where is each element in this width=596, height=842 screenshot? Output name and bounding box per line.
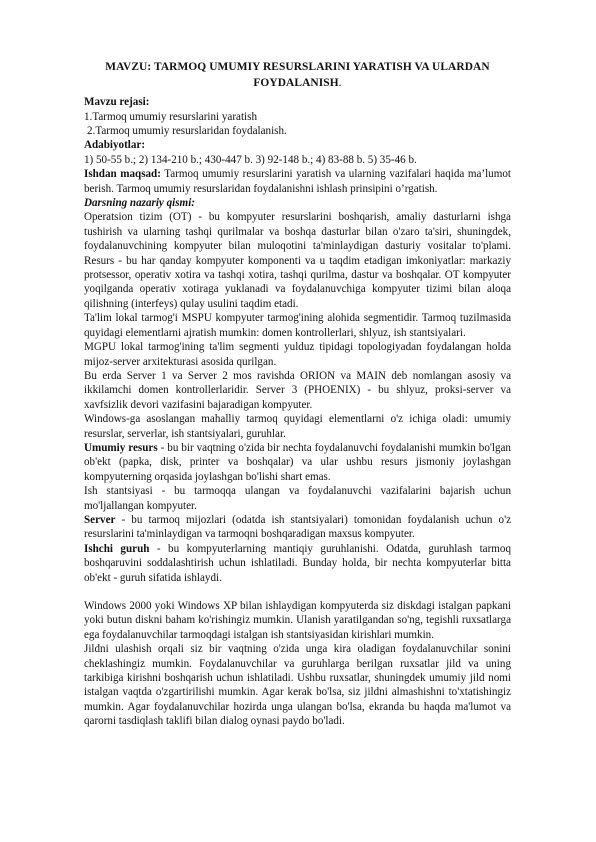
theory-paragraph: MGPU lokal tarmog'ining ta'lim segmenti yulduz tipidagi topologiyadan foydalangan holda mijoz-server arxitekturasi asosida qurilgan. — [84, 341, 511, 368]
plan-heading: Mavzu rejasi: — [84, 96, 150, 109]
title-line-1: MAVZU: TARMOQ UMUMIY RESURSLARINI YARATISH VA ULARDAN — [105, 61, 490, 73]
title-dot: . — [338, 76, 342, 89]
goal-text: Tarmoq umumiy resurslarini yaratish va ularning vazifalari haqida ma’lumot berish. Tarmoq umumiy resurslaridan foydalanishni ishlash prinsipini o’rgatish. — [84, 168, 511, 195]
definition-text: - bu kompyuterlarning mantiqiy guruhlanishi. Odatda, guruhlash tarmoq boshqaruvini soddalashtirish uchun ishlatiladi. Bunday holda, bir nechta kompyuterlar bitta ob'ekt - guruh sifatida ishlaydi. — [84, 542, 512, 584]
theory-paragraph: Bu erda Server 1 va Server 2 mos ravishda ORION va MAIN deb nomlangan asosiy va ikkilamchi domen kontrollerlaridir. Server 3 (PHOENIX) - bu shlyuz, proksi-server va xavfsizlik devori vazifasini bajaradigan kompyuter. — [84, 369, 511, 411]
theory-paragraph: Operatsion tizim (OT) - bu kompyuter resurslarini boshqarish, amaliy dasturlarni ishga tushirish va ularning tashqi qurilmalar va boshqa dasturlar bilan o'zaro ta'siri, shuningdek, foydalanuvchining kompyuter bilan muloqotini ta'minlaydigan dasturiy vositalar to'plami. Resurs - bu har qanday kompyuter komponenti va u taqdim etadigan imkoniyatlar: markaziy protsessor, operativ xotira va tashqi xotira, tashqi qurilma, dastur va boshqalar. OT kompyuter yoqilganda operativ xotiraga yuklanadi va foydalanuvchiga kompyuter tizimi bilan aloqa qilishning (interfeys) qulay usulini taqdim etadi. — [84, 211, 511, 310]
sharing-paragraph: Windows 2000 yoki Windows XP bilan ishlaydigan kompyuterda siz diskdagi istalgan papkani yoki butun diskni baham ko'rishingiz mumkin. Ulanish yaratilgandan so'ng, tegishli ruxsatlarga ega foydalanuvchilar tarmoqdagi istalgan ish stantsiyasidan kirishlari mumkin. — [84, 600, 511, 641]
definition-term: Server — [84, 513, 116, 526]
paragraph-gap — [84, 585, 511, 599]
definition-paragraph — [84, 542, 511, 585]
goal-paragraph — [84, 167, 511, 196]
definition-term: Umumiy resurs — [84, 441, 158, 454]
title-line-2: FOYDALANISH — [253, 76, 339, 89]
definition-paragraph — [84, 513, 511, 542]
plan-item: 1.Tarmoq umumiy resurslarini yaratish — [84, 110, 257, 123]
definition-text: Ish stantsiyasi - bu tarmoqqa ulangan va foydalanuvchi vazifalarini bajarish uchun mo'ljallangan kompyuter. — [84, 485, 511, 512]
plan-item: 2.Tarmoq umumiy resurslaridan foydalanish. — [87, 125, 287, 137]
definition-paragraph — [84, 484, 511, 513]
document-title — [84, 60, 511, 91]
sharing-paragraph: Jildni ulashish orqali siz bir vaqtning o'zida unga kira oladigan foydalanuvchilar sonini cheklashingiz mumkin. Foydalanuvchilar va guruhlarga berilgan ruxsatlar jild va uning tarkibiga kirishni boshqarish uchun ishlatiladi. Ushbu ruxsatlar, shuningdek umumiy jild nomi istalgan vaqtda o'zgartirilishi mumkin. Agar kerak bo'lsa, siz jildni almashishni to'xtatishingiz mumkin. Agar foydalanuvchilar hozirda unga ulangan bo'lsa, ekranda bu haqda ma'lumot va qarorni tasdiqlash taklifi bilan dialog oynasi paydo bo'ladi. — [84, 643, 511, 728]
goal-label: Ishdan maqsad: — [84, 168, 161, 181]
literature-text: 1) 50-55 b.; 2) 134-210 b.; 430-447 b. 3) 92-148 b.; 4) 83-88 b. 5) 35-46 b. — [84, 153, 417, 166]
definition-text: - bu tarmoq mijozlari (odatda ish stantsiyalari) tomonidan foydalanish uchun o'z resurslarini ta'minlaydigan va tarmoqni boshqaradigan maxsus kompyuter. — [84, 513, 511, 541]
definition-text: - bu bir vaqtning o'zida bir nechta foydalanuvchi foydalanishi mumkin bo'lgan ob'ekt (papka, disk, printer va boshqalar) va ular ushbu resurs jismoniy joylashgan kompyuterning orqasida joylashgan bo'lishi shart emas. — [84, 441, 511, 483]
theory-paragraph: Windows-ga asoslangan mahalliy tarmoq quyidagi elementlarni o'z ichiga oladi: umumiy resurslar, serverlar, ish stantsiyalari, guruhlar. — [84, 413, 511, 440]
theory-paragraph: Ta'lim lokal tarmog'i MSPU kompyuter tarmog'ining alohida segmentidir. Tarmoq tuzilmasida quyidagi elementlarni ajratish mumkin: domen kontrollerlari, shlyuz, ish stantsiyalari. — [84, 312, 511, 339]
definition-term: Ishchi guruh — [84, 542, 150, 555]
literature-heading: Adabiyotlar: — [84, 139, 146, 152]
theory-heading: Darsning nazariy qismi: — [84, 197, 195, 210]
definition-paragraph — [84, 441, 511, 484]
